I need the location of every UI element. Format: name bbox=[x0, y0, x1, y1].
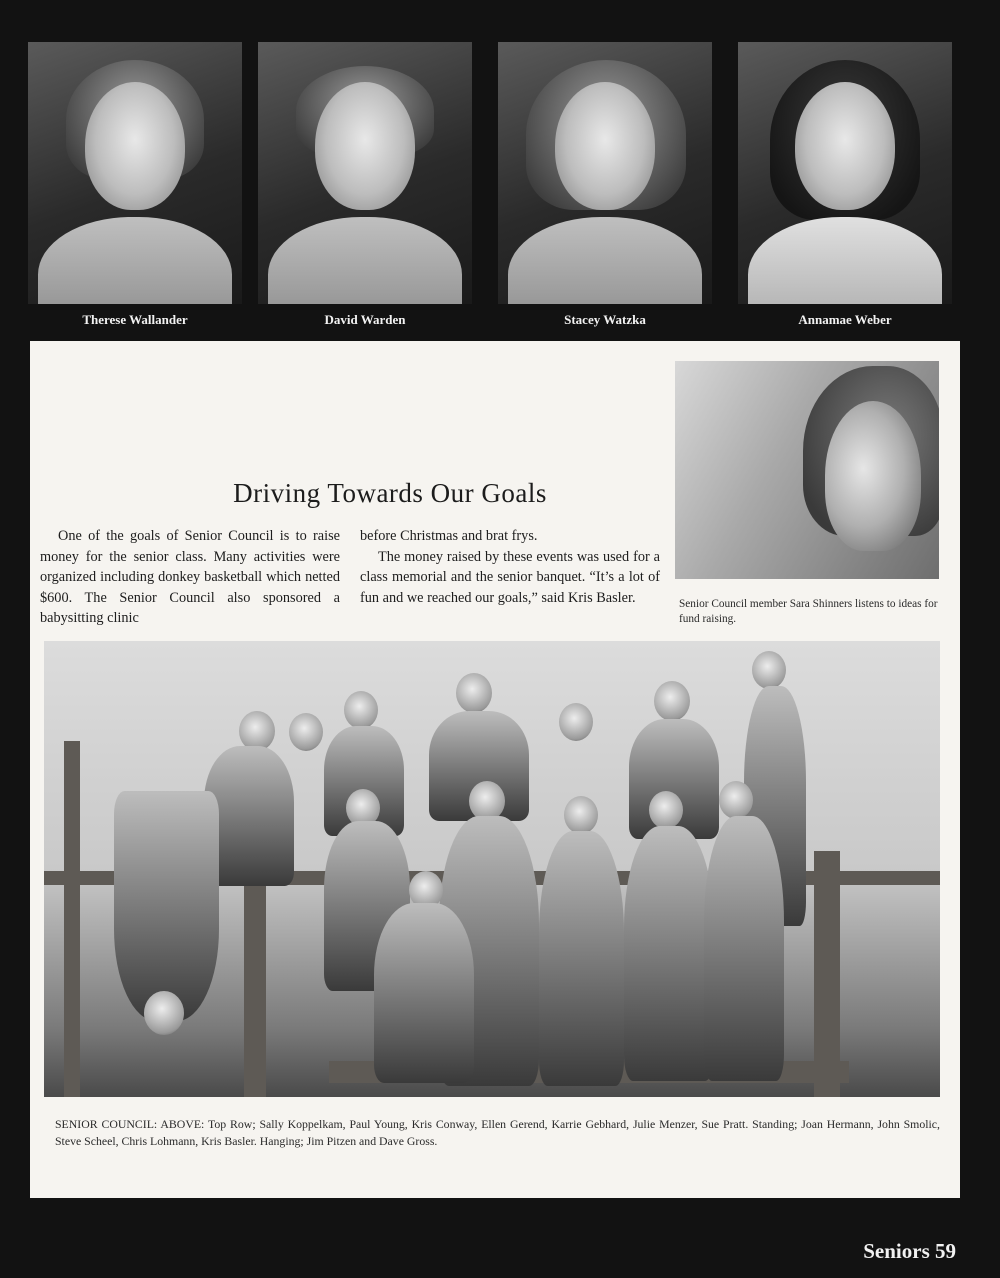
portrait-stacey-watzka bbox=[498, 42, 712, 336]
page-folio: Seniors 59 bbox=[863, 1239, 956, 1263]
portrait-annamae-weber bbox=[738, 42, 952, 336]
portrait-photo bbox=[498, 42, 712, 304]
portrait-photo bbox=[258, 42, 472, 304]
group-photo-caption: SENIOR COUNCIL: ABOVE: Top Row; Sally Koppelkam, Paul Young, Kris Conway, Ellen Gerend, Karrie Gebhard, Julie Menzer, Sue Pratt. Standing; Joan Hermann, John Smolic, Steve Scheel, Chris Lohmann, Kris Basler. Hanging; Jim Pitzen and Dave Gross. bbox=[55, 1117, 940, 1148]
portrait-strip bbox=[28, 42, 964, 338]
article-column-2 bbox=[360, 526, 660, 608]
portrait-david-warden bbox=[258, 42, 472, 336]
portrait-therese-wallander bbox=[28, 42, 242, 336]
article-paragraph: before Christmas and brat frys. bbox=[360, 528, 538, 544]
portrait-photo bbox=[738, 42, 952, 304]
article-column-1 bbox=[40, 526, 340, 629]
portrait-caption: Therese Wallander bbox=[82, 312, 188, 327]
portrait-caption: Stacey Watzka bbox=[564, 312, 646, 327]
article-paragraph: The money raised by these events was used for a class memorial and the senior banquet. “It’s a lot of fun and we reached our goals,” said Kris Basler. bbox=[360, 548, 660, 606]
portrait-caption: David Warden bbox=[324, 312, 406, 327]
article-paragraph: One of the goals of Senior Council is to raise money for the senior class. Many activities were organized including donkey basketball which netted $600. The Senior Council also sponsored a babysitting clinic bbox=[40, 528, 340, 626]
side-photo-caption: Senior Council member Sara Shinners listens to ideas for fund raising. bbox=[679, 598, 938, 625]
article-headline: Driving Towards Our Goals bbox=[233, 478, 547, 508]
portrait-photo bbox=[28, 42, 242, 304]
article-panel bbox=[30, 341, 960, 1198]
portrait-caption: Annamae Weber bbox=[798, 312, 892, 327]
senior-council-group-photo bbox=[44, 641, 940, 1097]
sara-shinners-photo bbox=[675, 361, 939, 579]
